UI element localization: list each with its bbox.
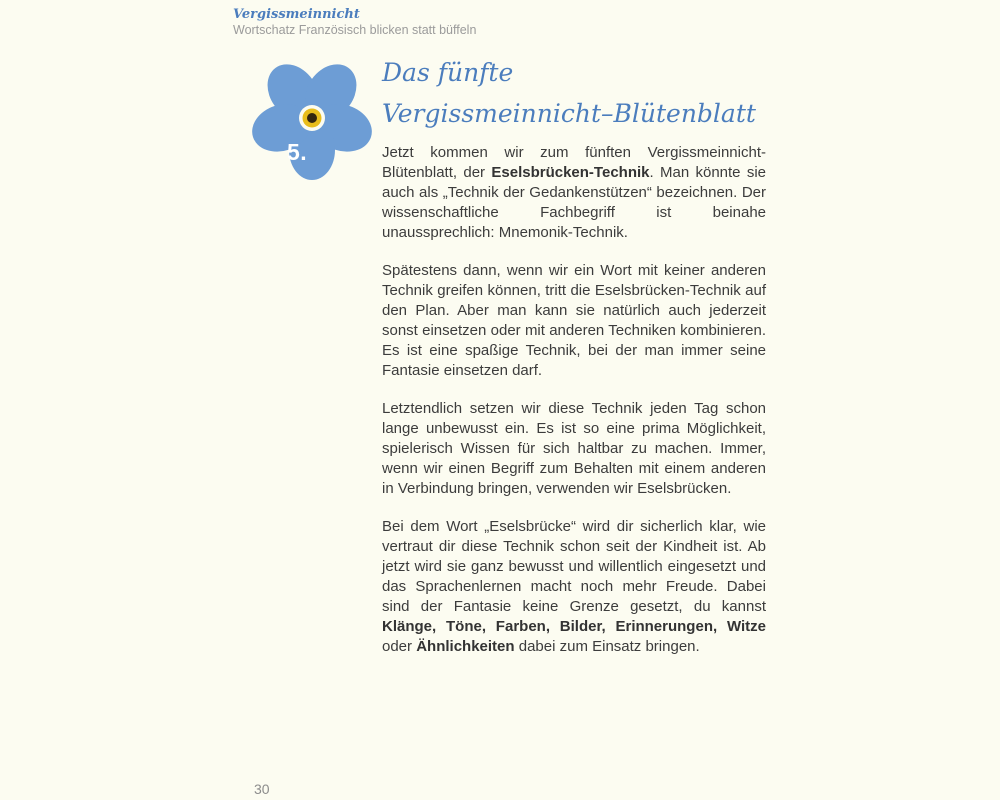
- series-subtitle: Wortschatz Französisch blicken statt büffeln: [233, 23, 477, 37]
- text-segment-bold: Klänge, Töne, Farben, Bilder, Erinnerungen, Witze: [382, 618, 766, 635]
- text-segment: oder: [382, 638, 417, 655]
- chapter-title-line1: Das fünfte: [382, 58, 514, 87]
- page-number: 30: [254, 781, 270, 797]
- text-segment: Jetzt kommen wir zum fünften Vergissmeinnicht-Blütenblatt, der: [382, 144, 766, 181]
- chapter-title: [382, 57, 756, 130]
- page-header: [233, 7, 476, 38]
- text-segment-bold: Ähnlichkeiten: [416, 638, 515, 655]
- forget-me-not-flower-icon: [250, 56, 374, 180]
- body-paragraph: [382, 399, 766, 499]
- text-segment: Spätestens dann, wenn wir ein Wort mit keiner anderen Technik greifen können, tritt die Eselsbrücken-Technik auf den Plan. Aber man kann sie natürlich auch jederzeit sonst einsetzen oder mit anderen Techniken kombinieren. Es ist eine spaßige Technik, bei der man immer seine Fantasie einsetzen darf.: [382, 262, 766, 379]
- body-paragraph: [382, 261, 766, 381]
- text-segment: . Man könnte sie auch als „Technik der Gedankenstützen“ bezeichnen. Der wissenschaftliche Fachbegriff ist beinahe unaussprechlich: Mnemonik-Technik.: [382, 164, 767, 241]
- body-paragraph: [382, 143, 766, 243]
- text-segment: Letztendlich setzen wir diese Technik jeden Tag schon lange unbewusst ein. Es ist so eine prima Möglichkeit, spielerisch Wissen für sich haltbar zu machen. Immer, wenn wir einen Begriff zum Behalten mit einem anderen in Verbindung bringen, verwenden wir Eselsbrücken.: [382, 400, 766, 497]
- text-segment-bold: Eselsbrücken-Technik: [491, 164, 650, 181]
- chapter-number: 5.: [287, 139, 308, 165]
- text-segment: Bei dem Wort „Eselsbrücke“ wird dir sicherlich klar, wie vertraut dir diese Technik schon seit der Kindheit ist. Ab jetzt wird sie ganz bewusst und willentlich eingesetzt und das Sprachenlernen macht noch mehr Freude. Dabei sind der Fantasie keine Grenze gesetzt, du kannst: [382, 518, 766, 615]
- text-segment: dabei zum Einsatz bringen.: [514, 638, 700, 655]
- body-paragraph: [382, 517, 766, 657]
- series-title: Vergissmeinnicht: [233, 7, 360, 22]
- flower-center-dot: [307, 113, 317, 123]
- chapter-title-line2: Vergissmeinnicht–Blütenblatt: [382, 99, 756, 128]
- body-text: [382, 143, 766, 675]
